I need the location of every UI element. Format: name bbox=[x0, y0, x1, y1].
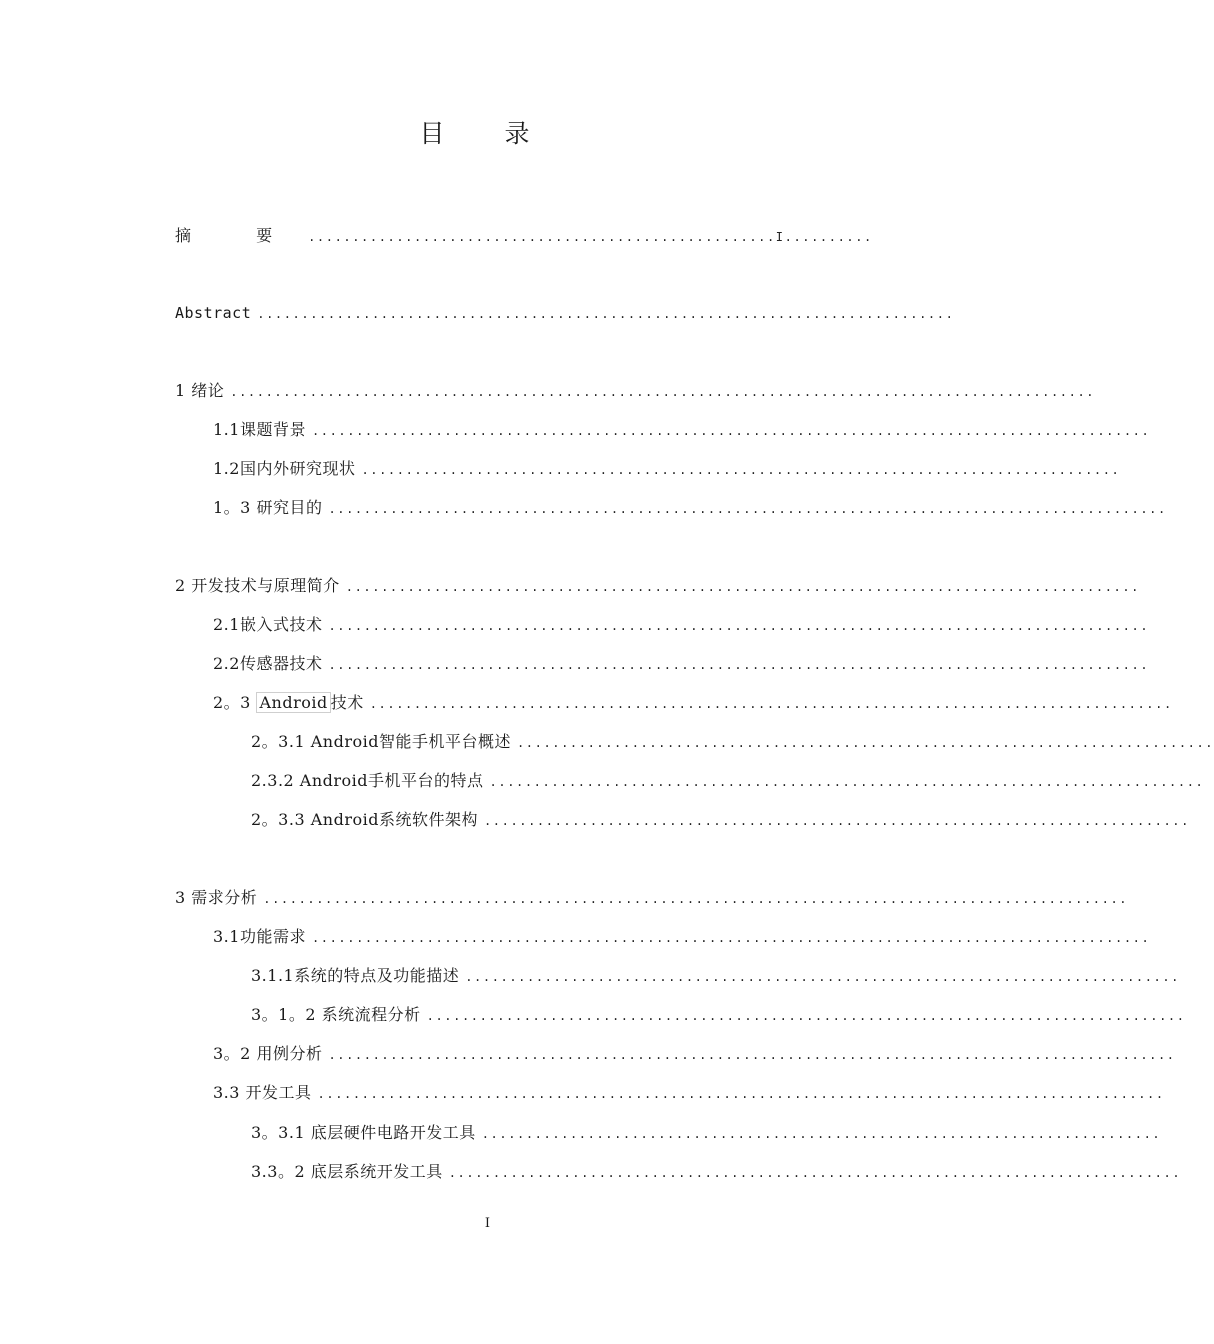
toc-label: 2 开发技术与原理简介 bbox=[175, 576, 340, 595]
toc-entry-section-1-2[interactable] bbox=[213, 457, 1121, 481]
toc-leader-dots: ................................................................................................ bbox=[317, 1087, 1165, 1101]
toc-label: 1.2国内外研究现状 bbox=[213, 459, 356, 478]
toc-label: 2。3.1 Android智能手机平台概述 bbox=[251, 732, 511, 751]
toc-leader-dots: ............................................................................................. bbox=[328, 658, 1150, 672]
toc-label: 3.1功能需求 bbox=[213, 927, 306, 946]
toc-label: 3。1。2 系统流程分析 bbox=[251, 1005, 421, 1024]
toc-leader-dots: ............................................................................... bbox=[516, 736, 1214, 750]
page-title: 目 录 bbox=[419, 119, 556, 148]
toc-entry-section-3-3-1[interactable] bbox=[251, 1121, 1162, 1145]
toc-leader-dots: ............................................................................................. bbox=[328, 619, 1150, 633]
toc-label: 3.3。2 底层系统开发工具 bbox=[251, 1162, 443, 1181]
toc-label: 3 需求分析 bbox=[175, 888, 258, 907]
toc-leader-dots: ............................................................................. bbox=[481, 1127, 1162, 1141]
toc-entry-section-2-3-2[interactable] bbox=[251, 769, 1205, 793]
toc-entry-abstract[interactable] bbox=[175, 301, 955, 325]
toc-entry-chapter-3[interactable] bbox=[175, 886, 1129, 910]
toc-label: 3。3.1 底层硬件电路开发工具 bbox=[251, 1123, 476, 1142]
toc-label: 2.2传感器技术 bbox=[213, 654, 323, 673]
toc-label: 3.3 开发工具 bbox=[213, 1083, 312, 1102]
toc-label: 1.1课题背景 bbox=[213, 420, 306, 439]
toc-entry-section-3-1-1[interactable] bbox=[251, 964, 1181, 988]
toc-section-title: 技术 bbox=[330, 693, 364, 712]
toc-entry-chapter-1[interactable] bbox=[175, 379, 1096, 403]
toc-label: 摘 要 bbox=[175, 226, 303, 245]
toc-label bbox=[213, 691, 370, 715]
toc-label: Abstract bbox=[175, 304, 252, 322]
toc-label: 3.1.1系统的特点及功能描述 bbox=[251, 966, 460, 985]
android-term: Android bbox=[256, 692, 330, 713]
toc-entry-section-2-2[interactable] bbox=[213, 652, 1150, 676]
toc-entry-section-2-3-3[interactable] bbox=[251, 808, 1190, 832]
toc-label: 2。3.3 Android系统软件架构 bbox=[251, 810, 478, 829]
toc-leader-dots: ...................................................................................... bbox=[361, 463, 1121, 477]
toc-leader-dots: .......................................................................................... bbox=[345, 580, 1140, 594]
toc-leader-dots: .................................................................................................. bbox=[230, 385, 1096, 399]
toc-entry-section-3-2[interactable] bbox=[213, 1042, 1176, 1066]
toc-label: 1。3 研究目的 bbox=[213, 498, 323, 517]
toc-label: 2.1嵌入式技术 bbox=[213, 615, 323, 634]
toc-leader-dots: ............................................................................................... bbox=[311, 424, 1151, 438]
toc-leader-dots: ............................................................................... bbox=[257, 307, 955, 321]
toc-leader-dots: ............................................................................................... bbox=[328, 502, 1167, 516]
toc-label: 1 绪论 bbox=[175, 381, 225, 400]
toc-entry-section-2-3-1[interactable] bbox=[251, 730, 1214, 754]
toc-entry-section-2-1[interactable] bbox=[213, 613, 1150, 637]
page-number: I bbox=[484, 1216, 491, 1231]
toc-entry-chapter-2[interactable] bbox=[175, 574, 1140, 598]
toc-section-number: 2。3 bbox=[213, 693, 251, 712]
toc-entry-section-3-3[interactable] bbox=[213, 1081, 1165, 1105]
toc-label: 3。2 用例分析 bbox=[213, 1044, 323, 1063]
toc-entry-section-2-3[interactable] bbox=[213, 691, 1173, 715]
toc-leader-dots: .....................................................I.......... bbox=[308, 230, 873, 244]
toc-entry-summary[interactable] bbox=[175, 224, 950, 248]
toc-leader-dots: ................................................................................. bbox=[465, 970, 1181, 984]
toc-label: 2.3.2 Android手机平台的特点 bbox=[251, 771, 484, 790]
toc-entry-section-1-1[interactable] bbox=[213, 418, 1151, 442]
toc-entry-section-1-3[interactable] bbox=[213, 496, 1167, 520]
toc-leader-dots: ................................................................................................ bbox=[328, 1048, 1176, 1062]
toc-leader-dots: ...................................................................................... bbox=[426, 1009, 1186, 1023]
toc-leader-dots: ........................................................................................... bbox=[369, 697, 1173, 711]
toc-entry-section-3-3-2[interactable] bbox=[251, 1160, 1182, 1184]
toc-leader-dots: ................................................................................ bbox=[483, 814, 1190, 828]
toc-leader-dots: ................................................................................... bbox=[448, 1166, 1182, 1180]
toc-leader-dots: .................................................................................................. bbox=[263, 892, 1129, 906]
toc-entry-section-3-1-2[interactable] bbox=[251, 1003, 1186, 1027]
toc-leader-dots: ................................................................................. bbox=[489, 775, 1205, 789]
toc-leader-dots: ............................................................................................... bbox=[311, 931, 1151, 945]
toc-entry-section-3-1[interactable] bbox=[213, 925, 1151, 949]
